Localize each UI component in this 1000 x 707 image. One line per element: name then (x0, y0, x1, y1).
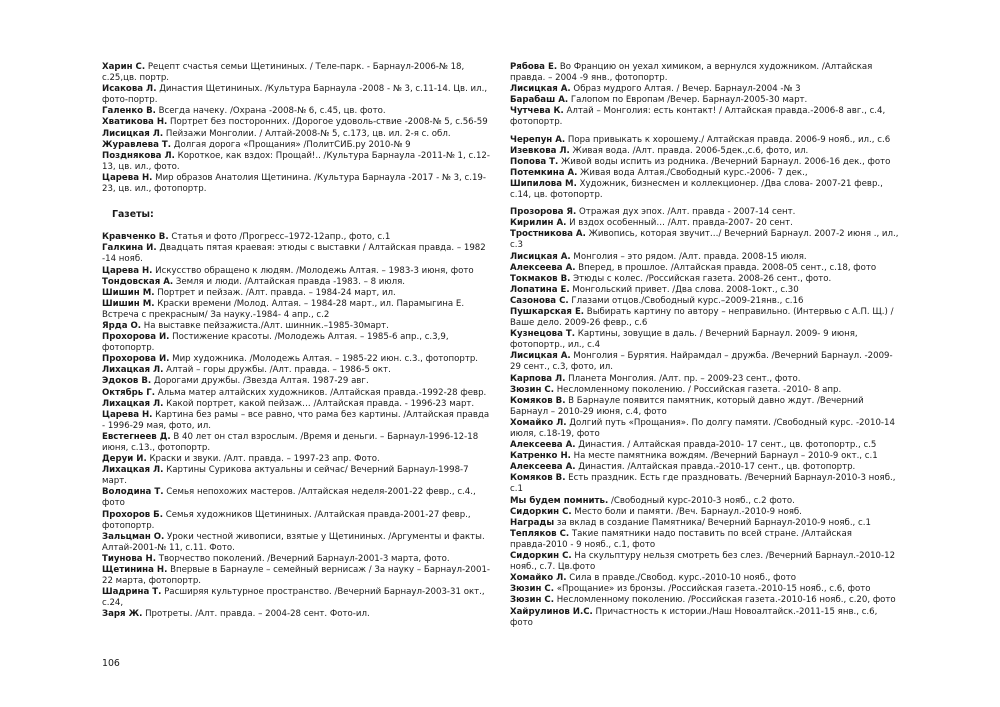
entry-citation: Монголия – это рядом. /Алт. правда. 2008-15 июля. (570, 251, 807, 262)
bibliography-entry (510, 396, 900, 418)
entry-citation: Статья и фото /Прогресс–1972-12апр., фото, с.1 (168, 232, 391, 243)
entry-author: Комяков В. (510, 473, 566, 484)
bibliography-entry (510, 507, 900, 518)
bibliography-entry (102, 332, 494, 354)
bibliography-entry (102, 554, 494, 565)
entry-author: Кирилин А. (510, 218, 567, 229)
entry-author: Царева Н. (102, 172, 153, 183)
entry-author: Кравченко В. (102, 232, 169, 243)
entry-author: Шишин М. (102, 298, 155, 309)
entry-citation: Какой портрет, какой пейзаж… /Алтайская правда. - 1996-23 март. (163, 398, 475, 409)
bibliography-entry (510, 274, 900, 285)
entry-author: Комяков В. (510, 395, 566, 406)
entry-author: Евстегнеев Д. (102, 431, 171, 442)
bibliography-entry (510, 252, 900, 263)
entry-author: Тондовская А. (102, 276, 174, 287)
bibliography-entry (510, 296, 900, 307)
entry-citation: Выбирать картину по автору – неправильно. (Интервью с А.П. Щ.) /Ваше дело. 2009-26 февр., с.6 (510, 306, 894, 329)
bibliography-entry (510, 607, 900, 629)
entry-author: Прозорова Я. (510, 207, 577, 218)
entry-author: Лисицкая А. (510, 351, 571, 362)
entry-author: Барабаш А. (510, 95, 569, 106)
entry-citation: На выставке пейзажиста./Алт. шинник.–1985-30март. (141, 320, 389, 331)
bibliography-entry (102, 140, 494, 151)
entry-author: Октябрь Г. (102, 387, 155, 398)
entry-author: Хайрулинов И.С. (510, 606, 593, 617)
bibliography-entry (510, 263, 900, 274)
entry-author: Эдоков В. (102, 376, 152, 387)
left-column (102, 62, 494, 621)
entry-citation: Живая вода Алтая./Свободный курс.-2006- 7 дек., (577, 167, 808, 178)
entry-citation: Долгая дорога «Прощания» /ПолитСИБ.ру 2010-№ 9 (171, 139, 411, 150)
entry-citation: Несломленному поколению. / Российская газета. -2010- 8 апр. (553, 384, 842, 395)
bibliography-entry (510, 385, 900, 396)
entry-author: Сазонова С. (510, 295, 569, 306)
bibliography-entry (102, 84, 494, 106)
entry-author: Пушкарская Е. (510, 306, 585, 317)
bibliography-entry (510, 473, 900, 495)
entry-author: Заря Ж. (102, 609, 143, 620)
entry-author: Тростникова А. (510, 229, 586, 240)
entry-author: Лисицкая Л. (102, 128, 164, 139)
bibliography-entry (102, 288, 494, 299)
entry-author: Потемкина А. (510, 167, 578, 178)
entry-author: Исакова Л. (102, 84, 157, 95)
bibliography-entry (102, 510, 494, 532)
entry-author: Лихацкая Л. (102, 398, 164, 409)
entry-author: Тиунова Н. (102, 553, 157, 564)
entry-citation: Пейзажи Монголии. / Алтай-2008-№ 5, с.173, цв. ил. 2-я с. обл. (163, 128, 451, 139)
entry-citation: Творчество поколений. /Вечерний Барнаул-2001-3 марта, фото. (156, 553, 450, 564)
entry-citation: Алтай – горы дружбы. /Алт. правда. – 1986-5 окт. (163, 365, 391, 376)
entry-author: Награды (510, 517, 555, 528)
bibliography-entry (510, 329, 900, 351)
bibliography-entry (102, 487, 494, 509)
entry-author: Володина Т. (102, 487, 164, 498)
bibliography-entry (510, 595, 900, 606)
entry-author: Лопатина Е. (510, 284, 570, 295)
entry-author: Царева Н. (102, 409, 153, 420)
entry-author: Зюзин С. (510, 584, 554, 595)
entry-citation: за вклад в создание Памятника/ Вечерний Барнаул-2010-9 нояб., с.1 (554, 517, 871, 528)
entry-author: Лихацкая Л. (102, 365, 164, 376)
bibliography-entry (102, 129, 494, 140)
entry-author: Прохорова И. (102, 354, 170, 365)
entry-author: Лисицкая А. (510, 84, 571, 95)
bibliography-entry (102, 399, 494, 410)
bibliography-entry (510, 62, 900, 84)
entry-author: Чутчева К. (510, 106, 564, 117)
bibliography-entry (510, 84, 900, 95)
entry-citation: Искусство обращено к людям. /Молодежь Алтая. – 1983-3 июня, фото (152, 265, 474, 276)
entry-citation: Отражая дух эпох. /Алт. правда - 2007-14 сент. (576, 207, 796, 218)
entry-author: Сидоркин С. (510, 551, 572, 562)
entry-citation: Во Францию он уехал химиком, а вернулся художником. /Алтайская правда. – 2004 -9 янв., фотопортр. (510, 62, 873, 84)
entry-citation: Земля и люди. /Алтайская правда -1983. – 8 июля. (173, 276, 406, 287)
bibliography-entry (510, 573, 900, 584)
entry-author: Ярда О. (102, 320, 142, 331)
entry-citation: Живая вода. /Алт. правда. 2006-5дек.,с.6, фото, ил. (569, 145, 809, 156)
bibliography-entry (510, 462, 900, 473)
entry-author: Хомайко Л. (510, 417, 567, 428)
entry-author: Шишин М. (102, 287, 155, 298)
entry-citation: Дорогами дружбы. /Звезда Алтая. 1987-29 авг. (151, 376, 369, 387)
bibliography-entry (510, 451, 900, 462)
entry-citation: Есть праздник. Есть где праздновать. /Вечерний Барнаул-2010-3 нояб., с.1 (510, 473, 896, 495)
entry-citation: Галопом по Европам /Вечер. Барнаул-2005-30 март. (568, 95, 808, 106)
entry-citation: В 40 лет он стал взрослым. /Время и деньги. – Барнаул-1996-12-18 июня, с.13., фотопортр. (102, 431, 479, 453)
entry-citation: Династия. /Алтайская правда.-2010-17 сент., цв. фотопортр. (575, 462, 856, 473)
entry-author: Лихацкая Л. (102, 465, 164, 476)
entry-citation: Алтай – Монголия: есть контакт! / Алтайская правда.-2006-8 авг., с.4, фотопортр. (510, 106, 886, 128)
entry-author: Тепляков С. (510, 528, 570, 539)
bibliography-entry (102, 277, 494, 288)
bibliography-entry (510, 95, 900, 106)
entry-citation: Краски и звуки. /Алт. правда. – 1997-23 апр. Фото. (146, 454, 380, 465)
bibliography-entry (102, 565, 494, 587)
entry-citation: Вперед, в прошлое. /Алтайская правда. 2008-05 сент., с.18, фото (575, 262, 877, 273)
entry-author: Токмаков В. (510, 273, 571, 284)
entry-citation: Династия. / Алтайская правда-2010- 17 сент., цв. фотопортр., с.5 (575, 440, 877, 451)
entry-citation: Краски времени /Молод. Алтая. – 1984-28 март., ил. Парамыгина Е. Встреча с прекрасным/ За науку.-1984- 4 апр., с.2 (102, 298, 465, 320)
entry-citation: Двадцать пятая краевая: этюды с выставки / Алтайская правда. – 1982 -14 нояб. (102, 243, 486, 265)
entry-author: Харин С. (102, 62, 146, 72)
entry-citation: Планета Монголия. /Алт. пр. – 2009-23 сент., фото. (565, 373, 801, 384)
entry-author: Деруи И. (102, 454, 147, 465)
entry-citation: Живопись, которая звучит…/ Вечерний Барнаул. 2007-2 июня ., ил., с.3 (510, 229, 899, 251)
entry-citation: Пора привыкать к хорошему./ Алтайская правда. 2006-9 нояб., ил., с.6 (565, 134, 891, 145)
bibliography-entry (510, 207, 900, 218)
entry-author: Изевкова Л. (510, 145, 570, 156)
page-number: 106 (102, 658, 120, 669)
entry-citation: Глазами отцов./Свободный курс.–2009-21янв., с.16 (568, 295, 804, 306)
entry-citation: «Прощание» из бронзы. /Российская газета.-2010-15 нояб., с.6, фото (553, 584, 871, 595)
entry-citation: Долгий путь «Прощания». По долгу памяти. /Свободный курс. -2010-14 июля, с.18-19, фото (510, 417, 895, 439)
entry-citation: /Свободный курс-2010-3 нояб., с.2 фото. (608, 495, 795, 506)
bibliography-entry (510, 584, 900, 595)
entry-author: Катренко Н. (510, 451, 571, 462)
bibliography-entry (102, 432, 494, 454)
newspaper-entries-continued (510, 62, 900, 629)
entry-citation: Художник, бизнесмен и коллекционер. /Два слова- 2007-21 февр., с.14, цв. фотопортр. (510, 178, 883, 201)
entry-author: Щетинина Н. (102, 565, 168, 576)
entry-citation: Место боли и памяти. /Веч. Барнаул.-2010-9 нояб. (571, 506, 802, 517)
entry-citation: Сила в правде./Свобод. курс.-2010-10 нояб., фото (566, 573, 797, 584)
bibliography-entry (102, 106, 494, 117)
entry-author: Царева Н. (102, 265, 153, 276)
bibliography-entry (510, 374, 900, 385)
entry-author: Шадрина Т. (102, 587, 162, 598)
entry-author: Галенко В. (102, 106, 156, 117)
bibliography-entry (510, 168, 900, 179)
bibliography-entry (510, 146, 900, 157)
bibliography-entry (102, 454, 494, 465)
bibliography-entry (102, 299, 494, 321)
bibliography-entry (510, 229, 900, 251)
bibliography-entry (102, 266, 494, 277)
entry-citation: Этюды с колес. /Российская газета. 2008-26 сент., фото. (570, 273, 832, 284)
entry-citation: Расширяя культурное пространство. /Вечерний Барнаул-2003-31 окт., с.24, (102, 587, 485, 609)
entry-author: Позднякова Л. (102, 150, 175, 161)
section-title-newspapers: Газеты: (112, 209, 154, 221)
entry-citation: Портрет и пейзаж. /Алт. правда. – 1984-24 март, ил. (154, 287, 396, 298)
entry-author: Черепун А. (510, 134, 566, 145)
bibliography-entry (510, 157, 900, 168)
entry-author: Зюзин С. (510, 384, 554, 395)
bibliography-entry (102, 151, 494, 173)
entry-author: Прохоров Б. (102, 509, 163, 520)
entry-citation: Семья непохожих мастеров. /Алтайская неделя-2001-22 февр., с.4., фото (102, 487, 476, 509)
entry-citation: И вздох особенный… /Алт. правда-2007- 20 сент. (566, 218, 793, 229)
bibliography-entry (102, 321, 494, 332)
entry-author: Попова Т. (510, 156, 559, 167)
bibliography-entry (102, 532, 494, 554)
bibliography-entry (102, 587, 494, 609)
entry-citation: Рецепт счастья семьи Щетининых. / Теле-парк. - Барнаул-2006-№ 18, с.25,цв. портр. (102, 62, 465, 84)
bibliography-entry (102, 609, 494, 620)
entry-citation: Мир образов Анатолия Щетинина. /Культура Барнаула -2017 - № 3, с.19-23, цв. ил., фотопортр. (102, 172, 487, 195)
entry-author: Карпова Л. (510, 373, 566, 384)
entry-citation: Семья художников Щетининых. /Алтайская правда-2001-27 февр., фотопортр. (102, 509, 471, 531)
bibliography-entry (510, 496, 900, 507)
entry-citation: Династия Щетининых. /Культура Барнаула -2008 - № 3, с.11-14. Цв. ил., фото-портр. (102, 84, 488, 106)
bibliography-entry (102, 376, 494, 387)
entry-citation: Картина без рамы – все равно, что рама без картины. /Алтайская правда - 1996-29 мая, фото, ил. (102, 409, 490, 431)
bibliography-entry (510, 551, 900, 573)
bibliography-entry (102, 365, 494, 376)
bibliography-entry (510, 351, 900, 373)
entry-author: Зюзин С. (510, 595, 554, 606)
magazine-entries (102, 62, 494, 195)
bibliography-entry (510, 135, 900, 146)
bibliography-entry (102, 465, 494, 487)
entry-author: Лисицкая А. (510, 251, 571, 262)
entry-author: Сидоркин С. (510, 506, 572, 517)
bibliography-entry (510, 440, 900, 451)
bibliography-entry (510, 218, 900, 229)
bibliography-entry (510, 418, 900, 440)
entry-author: Прохорова И. (102, 332, 170, 343)
bibliography-entry (102, 388, 494, 399)
entry-author: Кузнецова Т. (510, 329, 576, 340)
entry-citation: Всегда начеку. /Охрана -2008-№ 6, с.45, цв. фото. (155, 106, 386, 117)
bibliography-entry (510, 179, 900, 201)
bibliography-entry (510, 518, 900, 529)
bibliography-entry (102, 117, 494, 128)
newspaper-entries (102, 232, 494, 620)
entry-citation: На месте памятника вождям. /Вечерний Барнаул – 2010-9 окт., с.1 (570, 451, 878, 462)
entry-citation: Мир художника. /Молодежь Алтая. – 1985-22 июн. с.3., фотопортр. (169, 354, 479, 365)
entry-citation: Постижение красоты. /Молодежь Алтая. – 1985-6 апр., с.3,9, фотопортр. (102, 332, 449, 354)
entry-citation: Альма матер алтайских художников. /Алтайская правда.-1992-28 февр. (154, 387, 487, 398)
entry-citation: Портрет без посторонних. /Дорогое удоволь-ствие -2008-№ 5, с.56-59 (167, 117, 488, 128)
entry-citation: Такие памятники надо поставить по всей стране. /Алтайская правда-2010 - 9 нояб., с.1, фото (510, 528, 852, 550)
entry-author: Хватикова Н. (102, 117, 168, 128)
entry-citation: Уроки честной живописи, взятые у Щетининых. /Аргументы и факты. Алтай-2001-№ 11, с.11. Фото. (102, 531, 485, 553)
entry-author: Алексеева А. (510, 262, 576, 273)
entry-author: Хомайко Л. (510, 573, 567, 584)
bibliography-entry (102, 62, 494, 84)
bibliography-entry (510, 307, 900, 329)
bibliography-entry (102, 243, 494, 265)
entry-citation: Короткое, как вздох: Прощай!.. /Культура Барнаула -2011-№ 1, с.12-13, цв. ил., фото. (102, 150, 490, 172)
bibliography-entry (510, 106, 900, 128)
entry-author: Алексеева А. (510, 462, 576, 473)
entry-citation: Картины, зовущие в даль. / Вечерний Барнаул. 2009- 9 июня, фотопортр., ил., с.4 (510, 329, 858, 351)
entry-citation: В Барнауле появится памятник, который давно ждут. /Вечерний Барнаул – 2010-29 июня, с.4, фото (510, 395, 864, 417)
entry-citation: Впервые в Барнауле – семейный вернисаж / За науку – Барнаул-2001-22 марта, фотопортр. (102, 565, 491, 587)
entry-author: Галкина И. (102, 243, 157, 254)
entry-citation: Образ мудрого Алтая. / Вечер. Барнаул-2004 -№ 3 (570, 84, 801, 95)
entry-citation: Протреты. /Алт. правда. – 2004-28 сент. Фото-ил. (142, 609, 370, 620)
entry-citation: Причастность к истории./Наш Новоалтайск.-2011-15 янв., с.6, фото (510, 606, 878, 628)
entry-author: Мы будем помнить. (510, 495, 609, 506)
right-column (510, 62, 900, 629)
entry-citation: На скульптуру нельзя смотреть без слез. /Вечерний Барнаул.-2010-12 нояб., с.7. Цв.фото (510, 551, 896, 573)
bibliography-entry (102, 232, 494, 243)
entry-author: Рябова Е. (510, 62, 558, 72)
entry-citation: Монгольский привет. /Два слова. 2008-1окт., с.30 (569, 284, 799, 295)
bibliography-entry (102, 354, 494, 365)
entry-citation: Живой воды испить из родника. /Вечерний Барнаул. 2006-16 дек., фото (558, 156, 891, 167)
entry-citation: Картины Сурикова актуальны и сейчас/ Вечерний Барнаул-1998-7 март. (102, 465, 469, 487)
bibliography-entry (510, 285, 900, 296)
entry-citation: Несломленному поколению. /Российская газета.-2010-16 нояб., с.20, фото (553, 595, 896, 606)
bibliography-entry (102, 173, 494, 195)
entry-author: Шипилова М. (510, 178, 577, 189)
entry-author: Зальцман О. (102, 531, 165, 542)
entry-author: Алексеева А. (510, 440, 576, 451)
entry-citation: Монголия – Бурятия. Найрамдал – дружба. /Вечерний Барнаул. -2009-29 сент., с.3, фото, ил. (510, 351, 893, 373)
entry-author: Журавлева Т. (102, 139, 171, 150)
bibliography-entry (510, 529, 900, 551)
bibliography-entry (102, 410, 494, 432)
